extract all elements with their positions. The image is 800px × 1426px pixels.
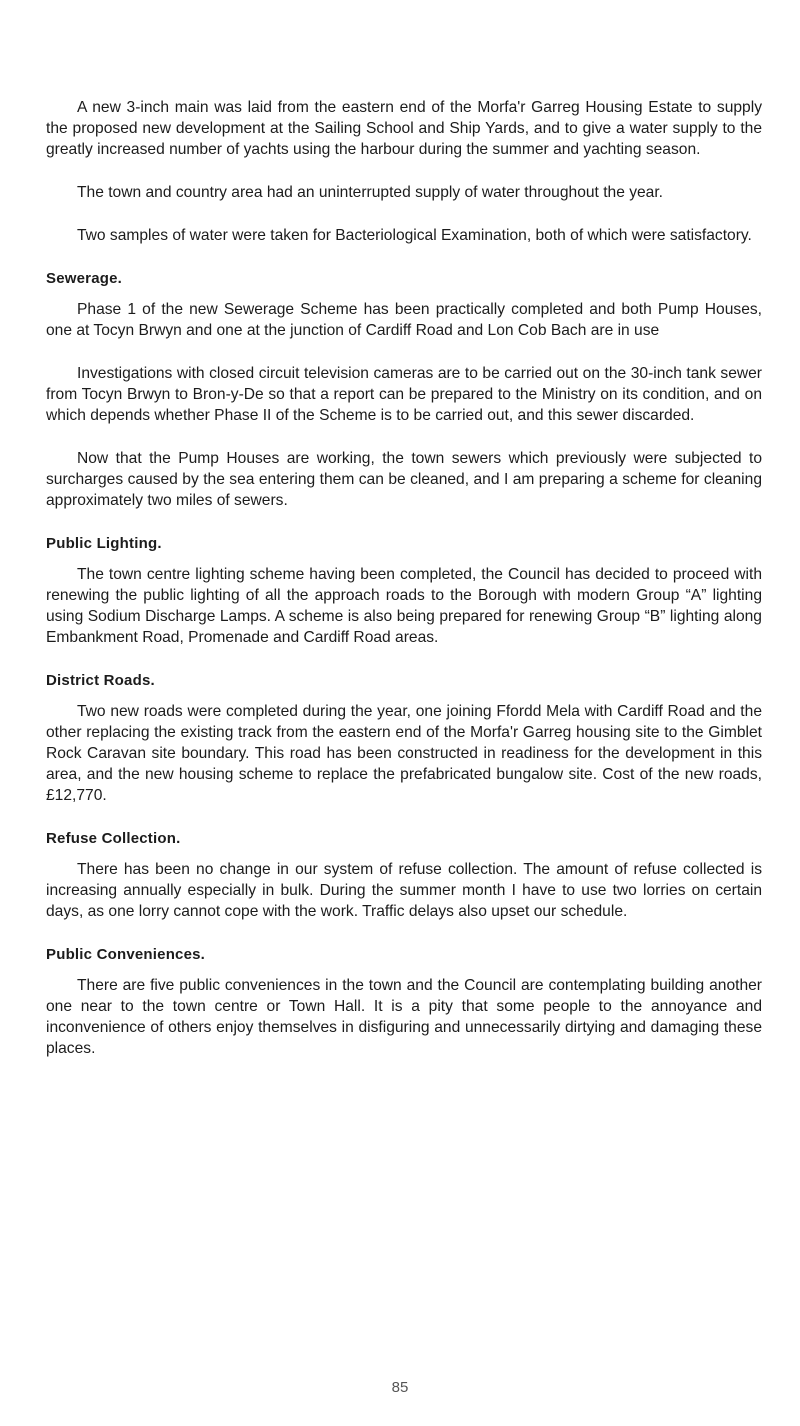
section-public-conveniences — [46, 944, 762, 1059]
public-conveniences-paragraph: There are five public conveniences in the town and the Council are contemplating building another one near to the town centre or Town Hall. It is a pity that some people to the annoyance and inconvenience of others enjoy themselves in disfiguring and unnecessarily dirtying and damaging these places. — [46, 977, 762, 1057]
public-lighting-paragraph: The town centre lighting scheme having been completed, the Council has decided to proceed with renewing the public lighting of all the approach roads to the Borough with modern Group “A” lighting using Sodium Discharge Lamps. A scheme is also being prepared for renewing Group “B” lighting along Embankment Road, Promenade and Cardiff Road areas. — [46, 566, 762, 646]
section-public-lighting — [46, 533, 762, 648]
document-body — [46, 97, 762, 1059]
intro-paragraph-supply: The town and country area had an uninterrupted supply of water throughout the year. — [77, 184, 664, 201]
sewerage-paragraph-investigations: Investigations with closed circuit television cameras are to be carried out on the 30-inch tank sewer from Tocyn Brwyn to Bron-y-De so that a report can be prepared to the Ministry on its condition, and on which depends whether Phase II of the Scheme is to be carried out, and this sewer discarded. — [46, 365, 762, 424]
section-heading-refuse-collection: Refuse Collection. — [46, 830, 181, 847]
section-heading-public-conveniences: Public Conveniences. — [46, 946, 206, 963]
refuse-collection-paragraph: There has been no change in our system of refuse collection. The amount of refuse collected is increasing annually especially in bulk. During the summer month I have to use two lorries on certain days, as one lorry cannot cope with the work. Traffic delays also upset our schedule. — [46, 861, 762, 920]
sewerage-paragraph-phase1: Phase 1 of the new Sewerage Scheme has been practically completed and both Pump Houses, one at Tocyn Brwyn and one at the junction of Cardiff Road and Lon Cob Bach are in use — [46, 301, 762, 339]
section-refuse-collection — [46, 828, 762, 922]
intro-paragraph-water-main: A new 3-inch main was laid from the eastern end of the Morfa'r Garreg Housing Estate to supply the proposed new development at the Sailing School and Ship Yards, and to give a water supply to the greatly increased number of yachts using the harbour during the summer and yachting season. — [46, 99, 762, 158]
sewerage-paragraph-pump-houses: Now that the Pump Houses are working, the town sewers which previously were subjected to surcharges caused by the sea entering them can be cleaned, and I am preparing a scheme for cleaning approximately two miles of sewers. — [46, 450, 762, 509]
page-number: 85 — [391, 1379, 409, 1396]
section-district-roads — [46, 670, 762, 806]
district-roads-paragraph: Two new roads were completed during the year, one joining Ffordd Mela with Cardiff Road and the other replacing the existing track from the eastern end of the Morfa'r Garreg housing site to the Gimblet Rock Caravan site boundary. This road has been constructed in readiness for the development in this area, and the new housing scheme to replace the prefabricated bungalow site. Cost of the new roads, £12,770. — [46, 703, 762, 804]
section-heading-sewerage: Sewerage. — [46, 270, 123, 287]
section-heading-district-roads: District Roads. — [46, 672, 155, 689]
section-heading-public-lighting: Public Lighting. — [46, 535, 162, 552]
section-sewerage — [46, 268, 762, 511]
intro-paragraph-samples: Two samples of water were taken for Bacteriological Examination, both of which were satisfactory. — [77, 227, 752, 244]
